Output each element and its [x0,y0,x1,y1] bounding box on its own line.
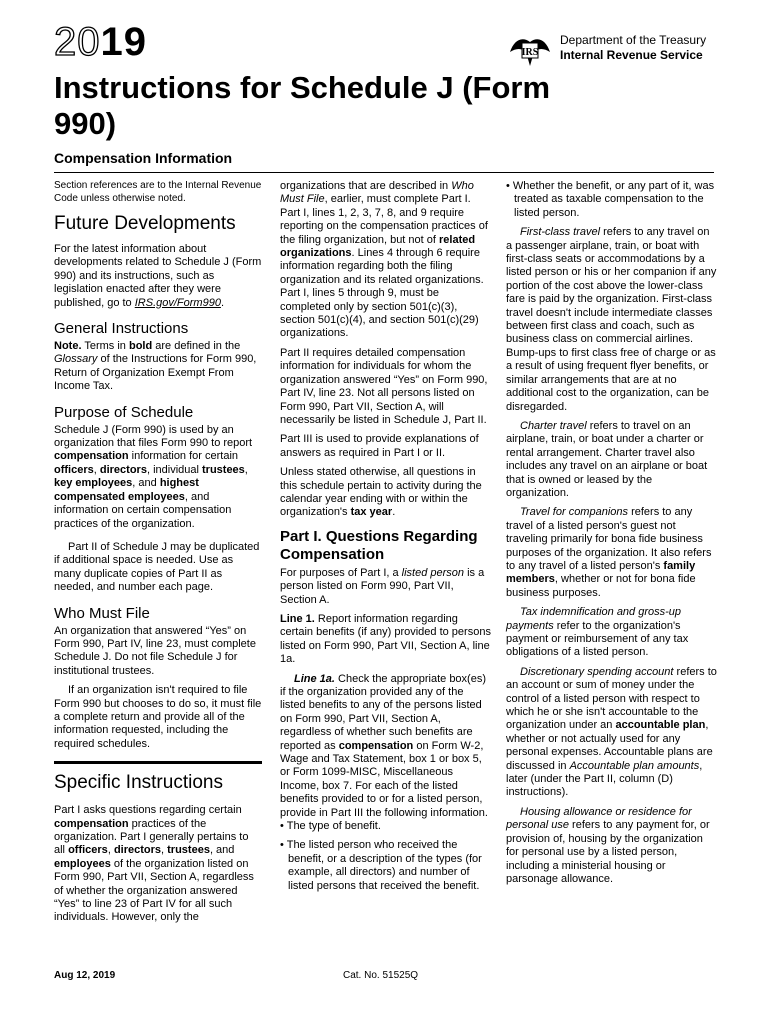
page-title: Instructions for Schedule J (Form 990) [54,70,551,141]
footer-catalog-number: Cat. No. 51525Q [343,970,419,981]
ti-term: Tax indemnification and gross-up payments [506,606,682,632]
bullet3-text: Whether the benefit, or any part of it, was treated as taxable compensation to the listed person. [512,180,715,219]
bullet-glyph: • [280,839,284,852]
specific-paragraph [54,804,262,925]
intro-text: Section references are to the Internal Revenue Code unless otherwise noted. [54,180,262,204]
purpose-t7: , and information on certain compensation practices of the organization. [54,490,232,530]
purpose-b3: directors [99,463,147,476]
ds-t1: refers to an account or sum of money under the control of a listed person with respect to which he or she isn't accountable to the organization under an [506,665,717,732]
form-year [54,22,147,62]
line1-label: Line 1. [280,612,315,625]
spec-t3: , [107,844,114,857]
tc-t2: , whether or not for bona fide business purposes. [506,573,696,599]
who-must-file-heading: Who Must File [54,604,150,622]
purpose-t6: , and [132,477,160,490]
agency-service: Internal Revenue Service [560,48,703,62]
line1-text: Report information regarding certain benefits (if any) provided to persons listed on Form 990, Part VII, Section A, line 1a. [280,612,491,666]
spec-t1: Part I asks questions regarding certain [54,804,242,817]
page-subtitle: Compensation Information [54,150,233,166]
bullet2-text: The listed person who received the benefit, or a description of the types (for example, all directors) and number of listed persons that received the benefit. [286,839,482,892]
ds-term: Discretionary spending account [520,665,674,678]
c2p1-t1: organizations that are described in [280,180,452,192]
housing-allowance-paragraph [506,806,718,886]
ha-term: Housing allowance or residence for personal use [506,805,692,832]
c2p1-t2: , earlier, must complete Part I. Part I, lines 1, 2, 3, 7, 8, and 9 require reporting on the compensation practices of the filing organization, but not of [280,193,488,246]
ds-t2: , whether or not actually used for any personal expenses. Accountable plans are discussed in [506,719,713,772]
purpose-heading: Purpose of Schedule [54,403,194,421]
tc-b1: family members [506,559,696,586]
year-outline-digits: 20 [54,20,101,64]
c2p1-t3: . Lines 4 through 6 require information regarding both the filing organization and its related organizations. Part I, lines 5 through 9, must be completed only by section 501(c)(3), section 501(c)(4), and section 501(c)(29) organizations. [280,247,484,340]
note-t1: Terms in [81,340,129,353]
col2-paragraph-5 [280,567,492,607]
note-glossary: Glossary [54,353,98,366]
bullet-glyph: • [280,820,284,833]
bullet1-text: The type of benefit. [286,820,381,833]
note-t2: are defined in the [152,340,241,353]
specific-instructions-heading: Specific Instructions [54,761,262,794]
line1a-label: Line 1a. [294,672,335,685]
tc-t1: refers to any travel of a listed person's guest not traveling primarily for bona fide business purposes of the organization. It also refers to any travel of a listed person's [506,506,712,572]
header-rule [54,172,714,173]
discretionary-spending-paragraph [506,666,718,800]
spec-b2: officers [68,844,108,857]
spec-b3: directors [113,844,162,857]
year-solid-digits: 19 [100,20,147,64]
col2-paragraph-1 [280,180,492,341]
general-instructions-heading: General Instructions [54,320,189,338]
travel-companions-paragraph [506,506,718,600]
purpose-b5: key employees [54,477,133,490]
tc-term: Travel for companions [520,506,629,519]
spec-b4: trustees [167,844,210,857]
tax-indemnification-paragraph [506,606,718,660]
c2p1-i1: Who Must File [280,180,474,206]
ti-text: refer to the organization's payment or reimbursement of any tax obligations of a listed person. [506,619,689,659]
column-2 [280,180,492,899]
future-developments-text: For the latest information about developments related to Schedule J (Form 990) and its instructions, such as legislation enacted after they were published, go to IRS.gov/Form990. [54,243,262,309]
seal-text: IRS [521,47,539,58]
fc-text: refers to any travel on a passenger airplane, train, or boat with first-class seats or accommodations by a listed person or his or her companion if any portion of the cost above the lower-class fare is paid by the organization. First-class travel doesn't include intermediate classes between first class and coach, such as business class on commercial airlines. Bump-ups to first class free of charge or as a result of using frequent flyer benefits, or similar arrangements that are at no additional cost to the organization, can be disregarded. [506,226,717,413]
c2p4-b1: tax year [350,506,393,519]
purpose-b1: compensation [54,450,129,463]
spec-b5: employees [54,857,111,870]
col2-paragraph-3: Part III is used to provide explanations of answers as required in Part I or II. [280,433,479,459]
c2p4-t1: Unless stated otherwise, all questions in this schedule pertain to activity during the calendar year ending with or within the organization's [280,466,482,519]
purpose-paragraph-2: Part II of Schedule J may be duplicated if additional space is needed. Use as many duplicate copies of Part II as needed, and number each page. [54,540,260,594]
purpose-t4: , individual [146,463,202,476]
spec-t5: , and [209,844,235,857]
line1a-paragraph [280,673,492,820]
line1-paragraph [280,613,492,667]
line1a-t1: Check the appropriate box(es) if the organization provided any of the listed benefits to any of the persons listed on Form 990, Part VII, Section A, regardless of whether such benefits are reported as [280,672,486,752]
c2p5-t2: is a person listed on Form 990, Part VII, Section A. [280,566,485,606]
note-bold: bold [128,340,153,353]
c2p5-t1: For purposes of Part I, a [280,566,402,579]
c2p1-b1: related organizations [280,233,476,260]
part1-heading: Part I. Questions Regarding Compensation [280,527,478,563]
spec-t2: practices of the organization. Part I generally pertains to all [54,817,249,857]
c2p5-i1: listed person [401,566,465,579]
irs-form990-link[interactable]: IRS.gov/Form990 [134,296,221,309]
bullet-listed-person [280,839,492,893]
ds-b1: accountable plan [615,719,706,732]
charter-travel-paragraph [506,420,718,500]
bullet-type-of-benefit [280,820,492,833]
col2-paragraph-2: Part II requires detailed compensation information for individuals for whom the organization answered “Yes” on Form 990, Part IV, line 23. Not all persons listed on Form 990, Part VII, Section A, will necessarily be listed in Schedule J, Part II. [280,346,488,426]
note-t3: of the Instructions for Form 990, Return of Organization Exempt From Income Tax. [54,353,257,393]
ct-text: refers to travel on an airplane, train, or boat under a charter or rental arrangement. Charter travel also includes any travel on an airplane or boat that is owned or leased by the organization. [506,419,708,499]
future-developments-heading: Future Developments [54,213,236,234]
purpose-t5: , [244,463,248,476]
c2p4-t2: . [392,506,396,519]
spec-b1: compensation [54,817,129,830]
first-class-travel-paragraph [506,226,718,414]
purpose-paragraph [54,424,262,531]
ha-text: refers to any payment for, or provision of, housing by the organization for personal use by a listed person, including a ministerial housing or parsonage allowance. [506,819,710,885]
fc-term: First-class travel [520,226,601,239]
purpose-t3: , [93,463,100,476]
note-paragraph [54,340,262,394]
irs-eagle-logo-icon [508,30,552,70]
bullet-taxable [506,180,718,220]
agency-block [508,30,728,70]
agency-department: Department of the Treasury [560,33,707,47]
spec-t6: of the organization listed on Form 990, Part VII, Section A, regardless of whether the organization answered “Yes” to line 23 of Part IV for all such individuals. However, only the [54,857,254,924]
purpose-t2: information for certain [128,450,239,463]
purpose-b6: highest compensated employees [54,477,199,503]
line1a-b1: compensation [338,739,414,752]
who-must-file-p2: If an organization isn't required to file Form 990 but chooses to do so, it must file a complete return and provide all of the information requested, including the required schedules. [54,684,262,750]
ds-t3: , later (under the Part II, column (D) instructions). [506,759,703,799]
line1a-t2: on Form W-2, Wage and Tax Statement, box 1 or box 5, or Form 1099-MISC, Miscellaneous Income, box 7. For each of the listed benefits provided to or for a listed person, provide in Part III the following information. [280,739,488,819]
purpose-b4: trustees [202,463,245,476]
column-3 [506,180,718,886]
who-must-file-p1: An organization that answered “Yes” on Form 990, Part IV, line 23, must complete Schedule J. Do not file Schedule J for institutional trustees. [54,624,256,677]
ct-term: Charter travel [520,419,587,432]
purpose-t1: Schedule J (Form 990) is used by an organization that files Form 990 to report [54,423,253,450]
footer-date: Aug 12, 2019 [54,970,116,981]
spec-t4: , [161,844,168,857]
purpose-b2: officers [54,463,94,476]
bullet-glyph: • [506,180,510,192]
ds-i1: Accountable plan amounts [569,759,700,772]
col2-paragraph-4 [280,466,492,520]
future-text: For the latest information about developments related to Schedule J (Form 990) and its instructions, such as legislation enacted after they were published, go to [54,243,262,309]
note-label: Note. [54,340,82,353]
column-1 [54,180,262,931]
